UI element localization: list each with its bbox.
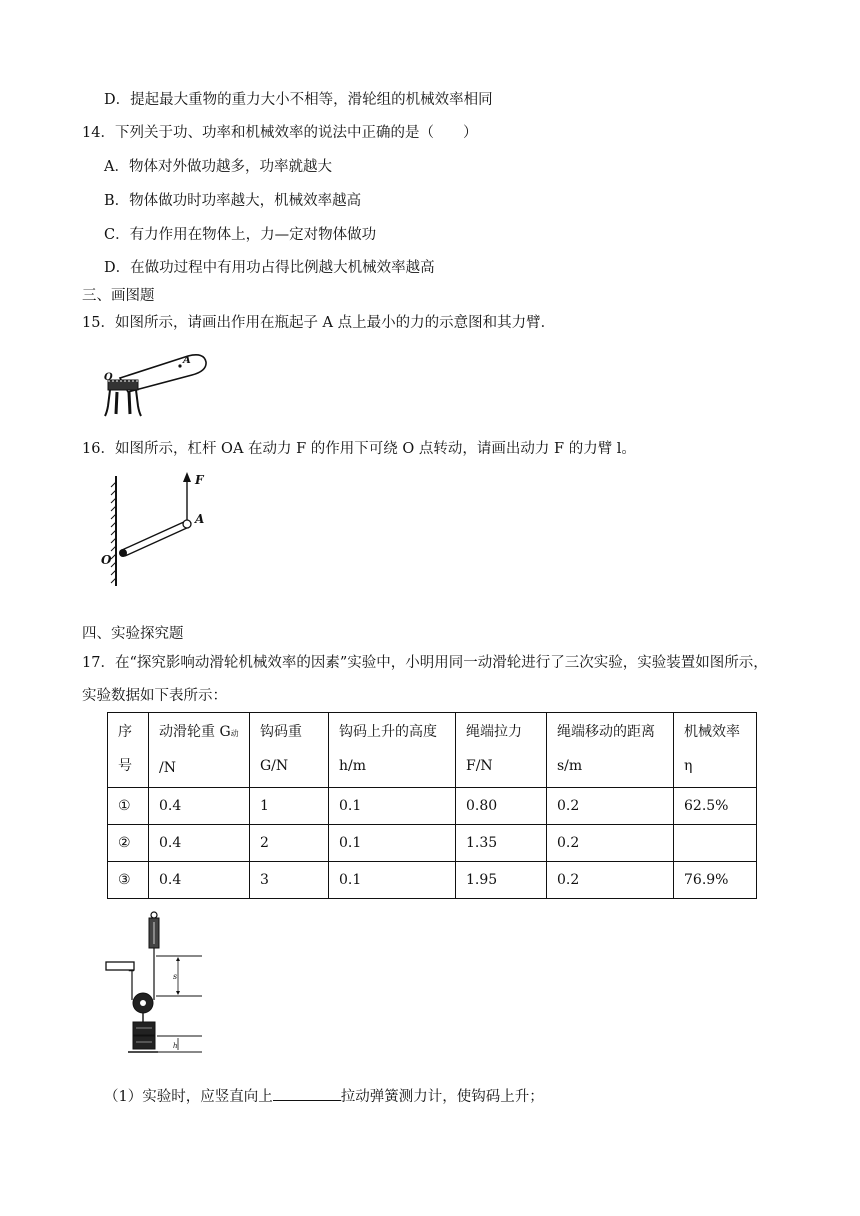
q17-stem-line2: 实验数据如下表所示： bbox=[82, 688, 227, 704]
table-cell: 3 bbox=[250, 862, 329, 899]
table-header-row bbox=[108, 713, 757, 788]
table-cell: 0.1 bbox=[329, 862, 456, 899]
q17-data-table bbox=[107, 712, 757, 899]
q15-label-o: O bbox=[104, 372, 113, 383]
table-row bbox=[108, 788, 757, 825]
bottle-opener-figure bbox=[100, 350, 212, 422]
table-cell: ② bbox=[108, 825, 149, 862]
header-cell-efficiency: 机械效率 η bbox=[674, 713, 757, 788]
q17-sub1-after: 拉动弹簧测力计，使钩码上升； bbox=[340, 1089, 544, 1105]
section-heading-drawing: 三、画图题 bbox=[82, 288, 155, 304]
table-row bbox=[108, 825, 757, 862]
table-cell: 0.4 bbox=[149, 788, 250, 825]
table-cell: 0.2 bbox=[547, 862, 674, 899]
table-cell: 76.9% bbox=[674, 862, 757, 899]
table-cell: ③ bbox=[108, 862, 149, 899]
table-row bbox=[108, 862, 757, 899]
q16-stem: 16．如图所示，杠杆 OA 在动力 F 的作用下可绕 O 点转动，请画出动力 F 的力臂 l。 bbox=[82, 441, 636, 457]
pulley-label-h: h bbox=[173, 1042, 178, 1050]
q17-stem-line1: 17．在“探究影响动滑轮机械效率的因素”实验中，小明用同一动滑轮进行了三次实验，实验装置如图所示， bbox=[82, 655, 768, 671]
q14-stem: 14．下列关于功、功率和机械效率的说法中正确的是（ ） bbox=[82, 125, 478, 141]
table-cell: 2 bbox=[250, 825, 329, 862]
table-cell: 1 bbox=[250, 788, 329, 825]
header-cell-weight: 钩码重 G/N bbox=[250, 713, 329, 788]
q14-option-a: A．物体对外做功越多，功率就越大 bbox=[104, 159, 332, 175]
table-cell: 1.95 bbox=[456, 862, 547, 899]
table-cell: 1.35 bbox=[456, 825, 547, 862]
q14-option-b: B．物体做功时功率越大，机械效率越高 bbox=[104, 193, 362, 209]
q14-option-c: C．有力作用在物体上，力—定对物体做功 bbox=[104, 227, 377, 243]
header-cell-index: 序 号 bbox=[108, 713, 149, 788]
q15-stem: 15．如图所示，请画出作用在瓶起子 A 点上最小的力的示意图和其力臂． bbox=[82, 315, 556, 331]
table-cell: 0.1 bbox=[329, 788, 456, 825]
table-cell: 0.80 bbox=[456, 788, 547, 825]
lever-oa-figure bbox=[100, 470, 220, 590]
q17-sub1-before: （1）实验时，应竖直向上 bbox=[104, 1089, 273, 1105]
q14-option-d: D．在做功过程中有用功占得比例越大机械效率越高 bbox=[104, 260, 435, 276]
q16-label-f: F bbox=[195, 473, 204, 487]
table-cell: ① bbox=[108, 788, 149, 825]
table-cell-empty bbox=[674, 825, 757, 862]
q16-label-o: O bbox=[101, 553, 112, 567]
section-heading-experiment: 四、实验探究题 bbox=[82, 626, 184, 642]
q15-label-a: A bbox=[183, 355, 191, 366]
table-cell: 0.1 bbox=[329, 825, 456, 862]
header-cell-distance: 绳端移动的距离 s/m bbox=[547, 713, 674, 788]
table-cell: 0.4 bbox=[149, 862, 250, 899]
q16-label-a: A bbox=[195, 512, 205, 526]
table-cell: 0.4 bbox=[149, 825, 250, 862]
table-cell: 0.2 bbox=[547, 825, 674, 862]
pulley-label-s: s bbox=[173, 972, 178, 981]
table-cell: 62.5% bbox=[674, 788, 757, 825]
header-cell-pulley-weight: 动滑轮重 G动 /N bbox=[149, 713, 250, 788]
table-cell: 0.2 bbox=[547, 788, 674, 825]
header-cell-force: 绳端拉力 F/N bbox=[456, 713, 547, 788]
q13-option-d: D．提起最大重物的重力大小不相等，滑轮组的机械效率相同 bbox=[104, 92, 493, 108]
q17-sub1 bbox=[104, 1086, 544, 1107]
answer-blank[interactable] bbox=[273, 1086, 341, 1101]
header-cell-height: 钩码上升的高度 h/m bbox=[329, 713, 456, 788]
pulley-experiment-figure bbox=[100, 908, 210, 1064]
